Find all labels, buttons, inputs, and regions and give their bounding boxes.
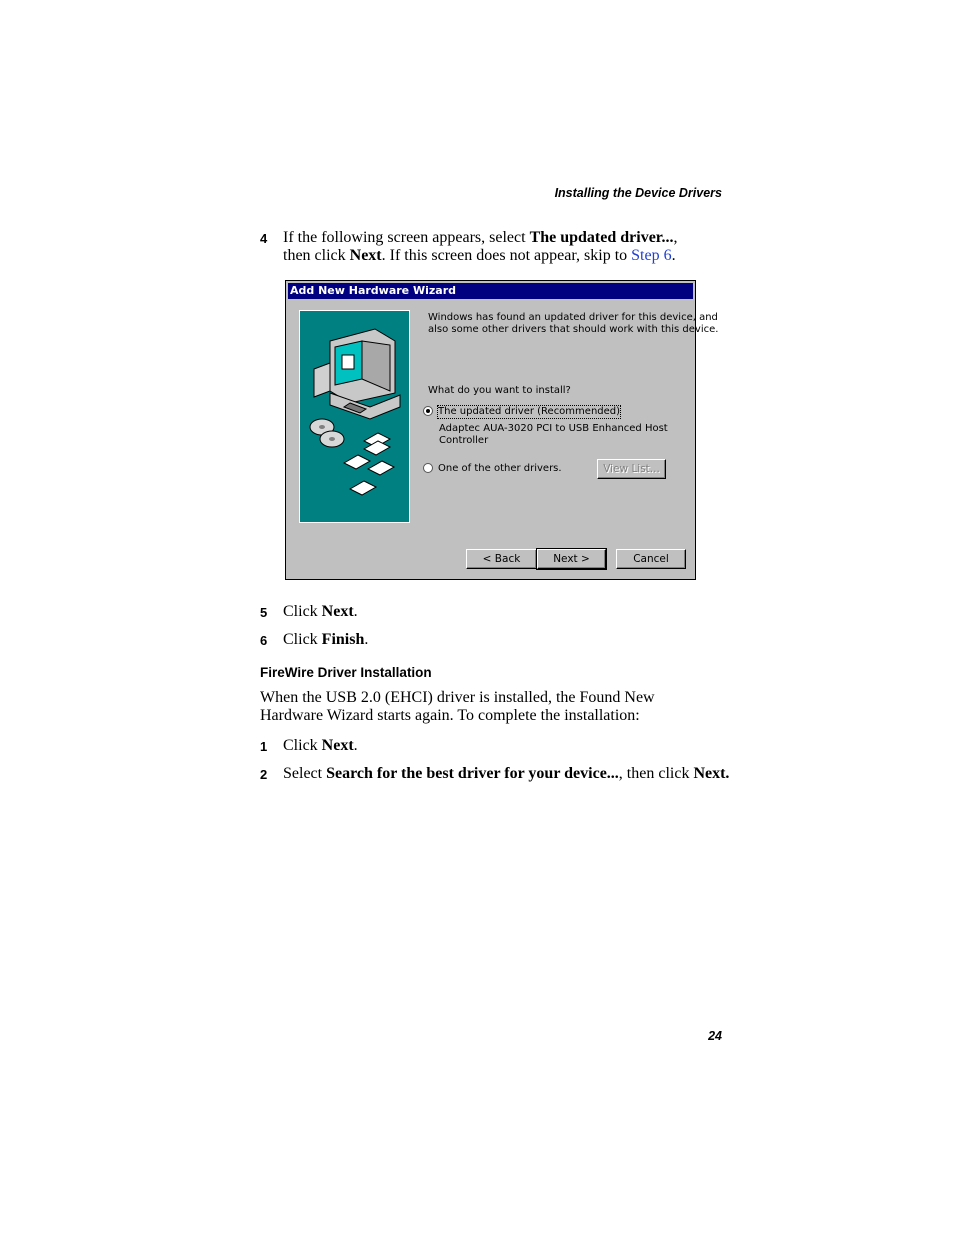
paragraph-line1: When the USB 2.0 (EHCI) driver is installed, the Found New <box>260 689 655 706</box>
back-button[interactable]: < Back <box>466 549 537 569</box>
section-heading: FireWire Driver Installation <box>260 665 432 680</box>
step-number: 4 <box>260 231 268 246</box>
question-label: What do you want to install? <box>428 385 571 396</box>
wizard-illustration <box>299 310 410 523</box>
step-text: Select Search for the best driver for your device..., then click Next. <box>283 765 730 782</box>
page-number: 24 <box>708 1029 722 1043</box>
intro-text-line2: also some other drivers that should work with this device. <box>428 324 719 335</box>
section-paragraph <box>260 689 655 725</box>
step-number: 5 <box>260 605 268 620</box>
driver-detail-line1: Adaptec AUA-3020 PCI to USB Enhanced Host <box>439 423 668 434</box>
computer-and-disks-icon <box>300 311 409 522</box>
step-text: Click Next. <box>283 737 358 754</box>
step-text-line1: If the following screen appears, select The updated driver..., <box>283 229 678 246</box>
cancel-button[interactable]: Cancel <box>616 549 686 569</box>
step-text: Click Next. <box>283 603 358 620</box>
add-hardware-wizard-dialog <box>285 280 719 580</box>
step-text: Click Finish. <box>283 631 369 648</box>
dialog-title-bar: Add New Hardware Wizard <box>288 283 693 299</box>
other-drivers-label[interactable]: One of the other drivers. <box>438 463 562 474</box>
step-text-line2: then click Next. If this screen does not appear, skip to Step 6. <box>283 247 676 264</box>
intro-text-line1: Windows has found an updated driver for this device, and <box>428 312 718 323</box>
next-button[interactable]: Next > <box>537 549 606 569</box>
running-header: Installing the Device Drivers <box>554 186 722 200</box>
step-6-link[interactable]: Step 6 <box>631 247 672 264</box>
paragraph-line2: Hardware Wizard starts again. To complete the installation: <box>260 707 640 724</box>
other-drivers-radio[interactable] <box>423 463 433 473</box>
updated-driver-label[interactable]: The updated driver (Recommended) <box>438 406 621 417</box>
updated-driver-radio[interactable] <box>423 406 433 416</box>
step-number: 6 <box>260 633 268 648</box>
driver-detail-line2: Controller <box>439 435 489 446</box>
view-list-button[interactable]: View List... <box>597 459 666 479</box>
step-number: 1 <box>260 739 268 754</box>
step-number: 2 <box>260 767 268 782</box>
